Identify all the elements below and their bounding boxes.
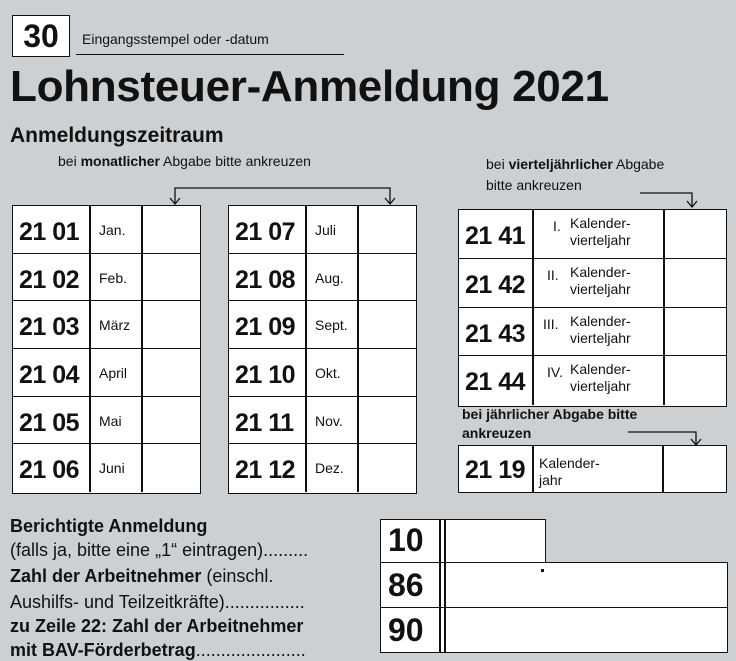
month-code: 21 12	[235, 456, 296, 485]
month-label: Mai	[99, 412, 122, 429]
yearly-arrow-icon	[628, 425, 708, 447]
monthly-arrow-icon	[160, 176, 400, 206]
field-10-number: 10	[388, 522, 424, 558]
quarter-checkbox[interactable]	[666, 308, 724, 355]
month-checkbox[interactable]	[360, 301, 414, 347]
section-subtitle: Anmeldungszeitraum	[10, 124, 224, 147]
monthly-grid-left	[12, 205, 201, 494]
quarter-label-2: vierteljahr	[570, 329, 631, 346]
quarterly-grid	[458, 209, 727, 407]
month-row	[229, 349, 416, 397]
month-row	[13, 397, 200, 445]
quarter-label-1: Kalender-	[570, 312, 631, 329]
quarter-roman: IV.	[547, 364, 563, 381]
quarter-roman: III.	[543, 315, 559, 332]
month-row	[13, 301, 200, 349]
month-label: Nov.	[315, 412, 343, 429]
month-label: Aug.	[315, 269, 344, 286]
month-code: 21 03	[19, 313, 80, 342]
month-row	[13, 254, 200, 302]
month-code: 21 02	[19, 265, 80, 294]
quarter-code: 21 43	[465, 319, 526, 348]
field-86-input[interactable]	[447, 563, 726, 606]
month-row	[229, 444, 416, 492]
month-code: 21 06	[19, 456, 80, 485]
quarter-row	[459, 356, 726, 405]
field-10-input[interactable]	[447, 520, 544, 561]
field-90-box	[380, 607, 728, 653]
quarter-roman: I.	[553, 218, 561, 234]
yearly-label-2: jahr	[539, 472, 563, 488]
quarter-checkbox[interactable]	[666, 356, 724, 403]
month-code: 21 04	[19, 361, 80, 389]
quarter-label-1: Kalender-	[570, 361, 631, 378]
yearly-grid	[458, 445, 727, 493]
quarterly-arrow-icon	[640, 185, 700, 209]
month-checkbox[interactable]	[144, 254, 198, 300]
month-row	[13, 444, 200, 492]
quarter-label-1: Kalender-	[570, 263, 631, 280]
month-checkbox[interactable]	[144, 349, 198, 395]
berichtigt-label: Berichtigte Anmeldung	[10, 516, 208, 536]
month-checkbox[interactable]	[144, 444, 198, 490]
bav-label-2: mit BAV-Förderbetrag......................	[10, 640, 306, 660]
quarter-code: 21 42	[465, 270, 526, 299]
month-label: Juli	[315, 222, 337, 238]
month-checkbox[interactable]	[360, 349, 414, 395]
line-number-30: 30	[12, 15, 70, 57]
yearly-hint-line2: ankreuzen	[462, 425, 532, 441]
field-10-box	[380, 519, 546, 563]
month-label: Okt.	[315, 365, 341, 381]
month-code: 21 01	[19, 218, 80, 246]
month-row	[229, 301, 416, 349]
month-label: Dez.	[315, 460, 344, 477]
month-checkbox[interactable]	[144, 397, 198, 443]
month-checkbox[interactable]	[360, 444, 414, 490]
quarter-label-2: vierteljahr	[570, 232, 631, 248]
month-code: 21 07	[235, 218, 296, 246]
quarter-roman: II.	[547, 266, 559, 283]
month-label: Sept.	[315, 317, 348, 334]
month-row	[13, 206, 200, 254]
berichtigt-hint: (falls ja, bitte eine „1“ eintragen).........	[10, 540, 309, 560]
field-86-number: 86	[388, 567, 424, 603]
month-code: 21 08	[235, 265, 296, 294]
month-checkbox[interactable]	[144, 301, 198, 347]
month-code: 21 09	[235, 313, 296, 342]
month-label: Jan.	[99, 222, 126, 238]
quarter-row	[459, 259, 726, 308]
quarter-label-2: vierteljahr	[570, 280, 631, 297]
stamp-label: Eingangsstempel oder -datum	[82, 31, 269, 47]
month-code: 21 10	[235, 361, 296, 389]
month-checkbox[interactable]	[360, 397, 414, 443]
month-checkbox[interactable]	[360, 206, 414, 252]
arbeitnehmer-label: Zahl der Arbeitnehmer (einschl.	[10, 566, 274, 586]
quarter-label-2: vierteljahr	[570, 378, 631, 395]
yearly-label-1: Kalender-	[539, 455, 600, 471]
month-row	[229, 254, 416, 302]
month-row	[13, 349, 200, 397]
monthly-grid-right	[228, 205, 417, 494]
quarter-label-1: Kalender-	[570, 215, 631, 231]
quarter-code: 21 41	[465, 222, 526, 250]
yearly-checkbox[interactable]	[665, 446, 725, 491]
quarterly-hint: bei vierteljährlicher Abgabe	[486, 156, 665, 172]
field-90-input[interactable]	[447, 608, 726, 651]
field-90-number: 90	[388, 612, 424, 648]
month-label: April	[99, 365, 128, 381]
quarter-row	[459, 308, 726, 357]
quarter-row	[459, 210, 726, 259]
quarter-checkbox[interactable]	[666, 210, 724, 257]
yearly-code: 21 19	[465, 456, 526, 484]
page-title: Lohnsteuer-Anmeldung 2021	[10, 62, 609, 111]
stamp-line	[76, 54, 344, 55]
month-label: Juni	[99, 460, 125, 477]
month-label: Feb.	[99, 269, 128, 286]
month-row	[229, 206, 416, 254]
month-code: 21 11	[235, 408, 294, 437]
quarter-code: 21 44	[465, 368, 526, 397]
month-label: März	[99, 317, 131, 334]
month-checkbox[interactable]	[360, 254, 414, 300]
month-code: 21 05	[19, 408, 80, 437]
month-row	[229, 397, 416, 445]
month-checkbox[interactable]	[144, 206, 198, 252]
bav-label-1: zu Zeile 22: Zahl der Arbeitnehmer	[10, 616, 304, 636]
quarter-checkbox[interactable]	[666, 259, 724, 306]
field-86-box	[380, 562, 728, 608]
quarterly-hint-line2: bitte ankreuzen	[486, 177, 582, 193]
yearly-hint: bei jährlicher Abgabe bitte	[462, 406, 638, 422]
arbeitnehmer-hint: Aushilfs- und Teilzeitkräfte)................	[10, 592, 305, 612]
monthly-hint: bei monatlicher Abgabe bitte ankreuzen	[58, 153, 311, 169]
